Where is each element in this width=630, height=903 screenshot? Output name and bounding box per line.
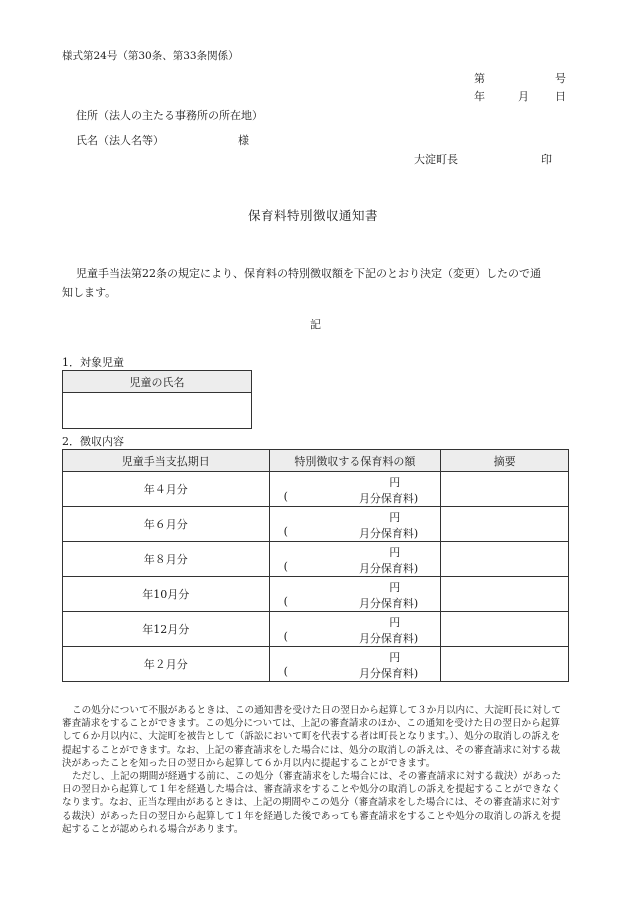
open-paren: ( (283, 665, 288, 678)
yen-unit: 円 (389, 476, 401, 489)
child-name-header: 児童の氏名 (63, 371, 252, 393)
ki-label: 記 (310, 318, 321, 331)
recipient-sama: 様 (238, 134, 249, 147)
child-name-cell[interactable] (63, 393, 252, 429)
month-fee-suffix: 月分保育料) (358, 667, 419, 680)
month-fee-suffix: 月分保育料) (358, 632, 419, 645)
open-paren: ( (283, 595, 288, 608)
payment-period: 年12月分 (63, 612, 270, 647)
issuer-name: 大淀町長 (414, 153, 458, 166)
issuer-seal: 印 (541, 153, 552, 166)
date-month: 月 (518, 90, 529, 103)
note-cell[interactable] (441, 612, 569, 647)
open-paren: ( (283, 560, 288, 573)
note-cell[interactable] (441, 542, 569, 577)
number-dai: 第 (474, 72, 485, 85)
month-fee-suffix: 月分保育料) (358, 562, 419, 575)
collection-table (62, 449, 569, 682)
notice-paragraph-2: ただし、上記の期間が経過する前に、この処分（審査請求をした場合には、その審査請求に対する裁決）があった日の翌日から起算して１年を経過した場合は、審査請求をすることや処分の取消しの訴えを提起することができなくなります。なお、正当な理由があるときは、上記の期間やこの処分（審査請求をした場合には、その審査請求に対する裁決）があった日の翌日から起算して１年を経過した後であっても審査請求をすることや処分の取消しの訴えを提起することが認められる場合があります。 (62, 771, 562, 835)
form-header: 様式第24号（第30条、第33条関係） (62, 50, 239, 62)
note-cell[interactable] (441, 472, 569, 507)
amount-cell[interactable] (269, 472, 441, 507)
table-row (63, 472, 569, 507)
yen-unit: 円 (389, 546, 401, 559)
payment-period: 年10月分 (63, 577, 270, 612)
amount-cell[interactable] (269, 542, 441, 577)
header-note: 摘要 (441, 450, 569, 472)
child-table (62, 370, 252, 429)
amount-cell[interactable] (269, 577, 441, 612)
document-title: 保育料特別徴収通知書 (248, 208, 379, 223)
note-cell[interactable] (441, 577, 569, 612)
open-paren: ( (283, 630, 288, 643)
date-day: 日 (555, 90, 566, 103)
table-row (63, 577, 569, 612)
recipient-name-label: 氏名（法人名等） (76, 134, 164, 147)
header-amount: 特別徴収する保育料の額 (269, 450, 441, 472)
yen-unit: 円 (389, 616, 401, 629)
month-fee-suffix: 月分保育料) (358, 597, 419, 610)
section2-heading: 2．徴収内容 (62, 435, 124, 448)
open-paren: ( (283, 490, 288, 503)
body-text-line1: 児童手当法第22条の規定により、保育料の特別徴収額を下記のとおり決定（変更）したので通 (76, 267, 541, 280)
section1-heading: 1．対象児童 (62, 356, 124, 369)
amount-cell[interactable] (269, 507, 441, 542)
month-fee-suffix: 月分保育料) (358, 527, 419, 540)
table-row (63, 647, 569, 682)
yen-unit: 円 (389, 581, 401, 594)
header-payment-date: 児童手当支払期日 (63, 450, 270, 472)
open-paren: ( (283, 525, 288, 538)
table-row (63, 507, 569, 542)
payment-period: 年６月分 (63, 507, 270, 542)
note-cell[interactable] (441, 647, 569, 682)
recipient-address-label: 住所（法人の主たる事務所の所在地） (76, 109, 263, 122)
amount-cell[interactable] (269, 612, 441, 647)
body-text-line2: 知します。 (62, 286, 117, 299)
payment-period: 年４月分 (63, 472, 270, 507)
date-year: 年 (474, 90, 485, 103)
table-row (63, 612, 569, 647)
month-fee-suffix: 月分保育料) (358, 492, 419, 505)
amount-cell[interactable] (269, 647, 441, 682)
payment-period: 年８月分 (63, 542, 270, 577)
yen-unit: 円 (389, 651, 401, 664)
yen-unit: 円 (389, 511, 401, 524)
number-go: 号 (555, 72, 566, 85)
notice-paragraph-1: この処分について不服があるときは、この通知書を受けた日の翌日から起算して３か月以内に、大淀町長に対して審査請求をすることができます。この処分については、上記の審査請求のほか、この通知を受けた日の翌日から起算して６か月以内に、大淀町を被告として（訴訟において町を代表する者は町長となります。）、処分の取消しの訴えを提起することができます。なお、上記の審査請求をした場合には、処分の取消しの訴えは、その審査請求に対する裁決があったことを知った日の翌日から起算して６か月以内に提起することができます。 (62, 705, 562, 769)
table-row (63, 542, 569, 577)
appeal-notice (62, 704, 569, 836)
note-cell[interactable] (441, 507, 569, 542)
payment-period: 年２月分 (63, 647, 270, 682)
